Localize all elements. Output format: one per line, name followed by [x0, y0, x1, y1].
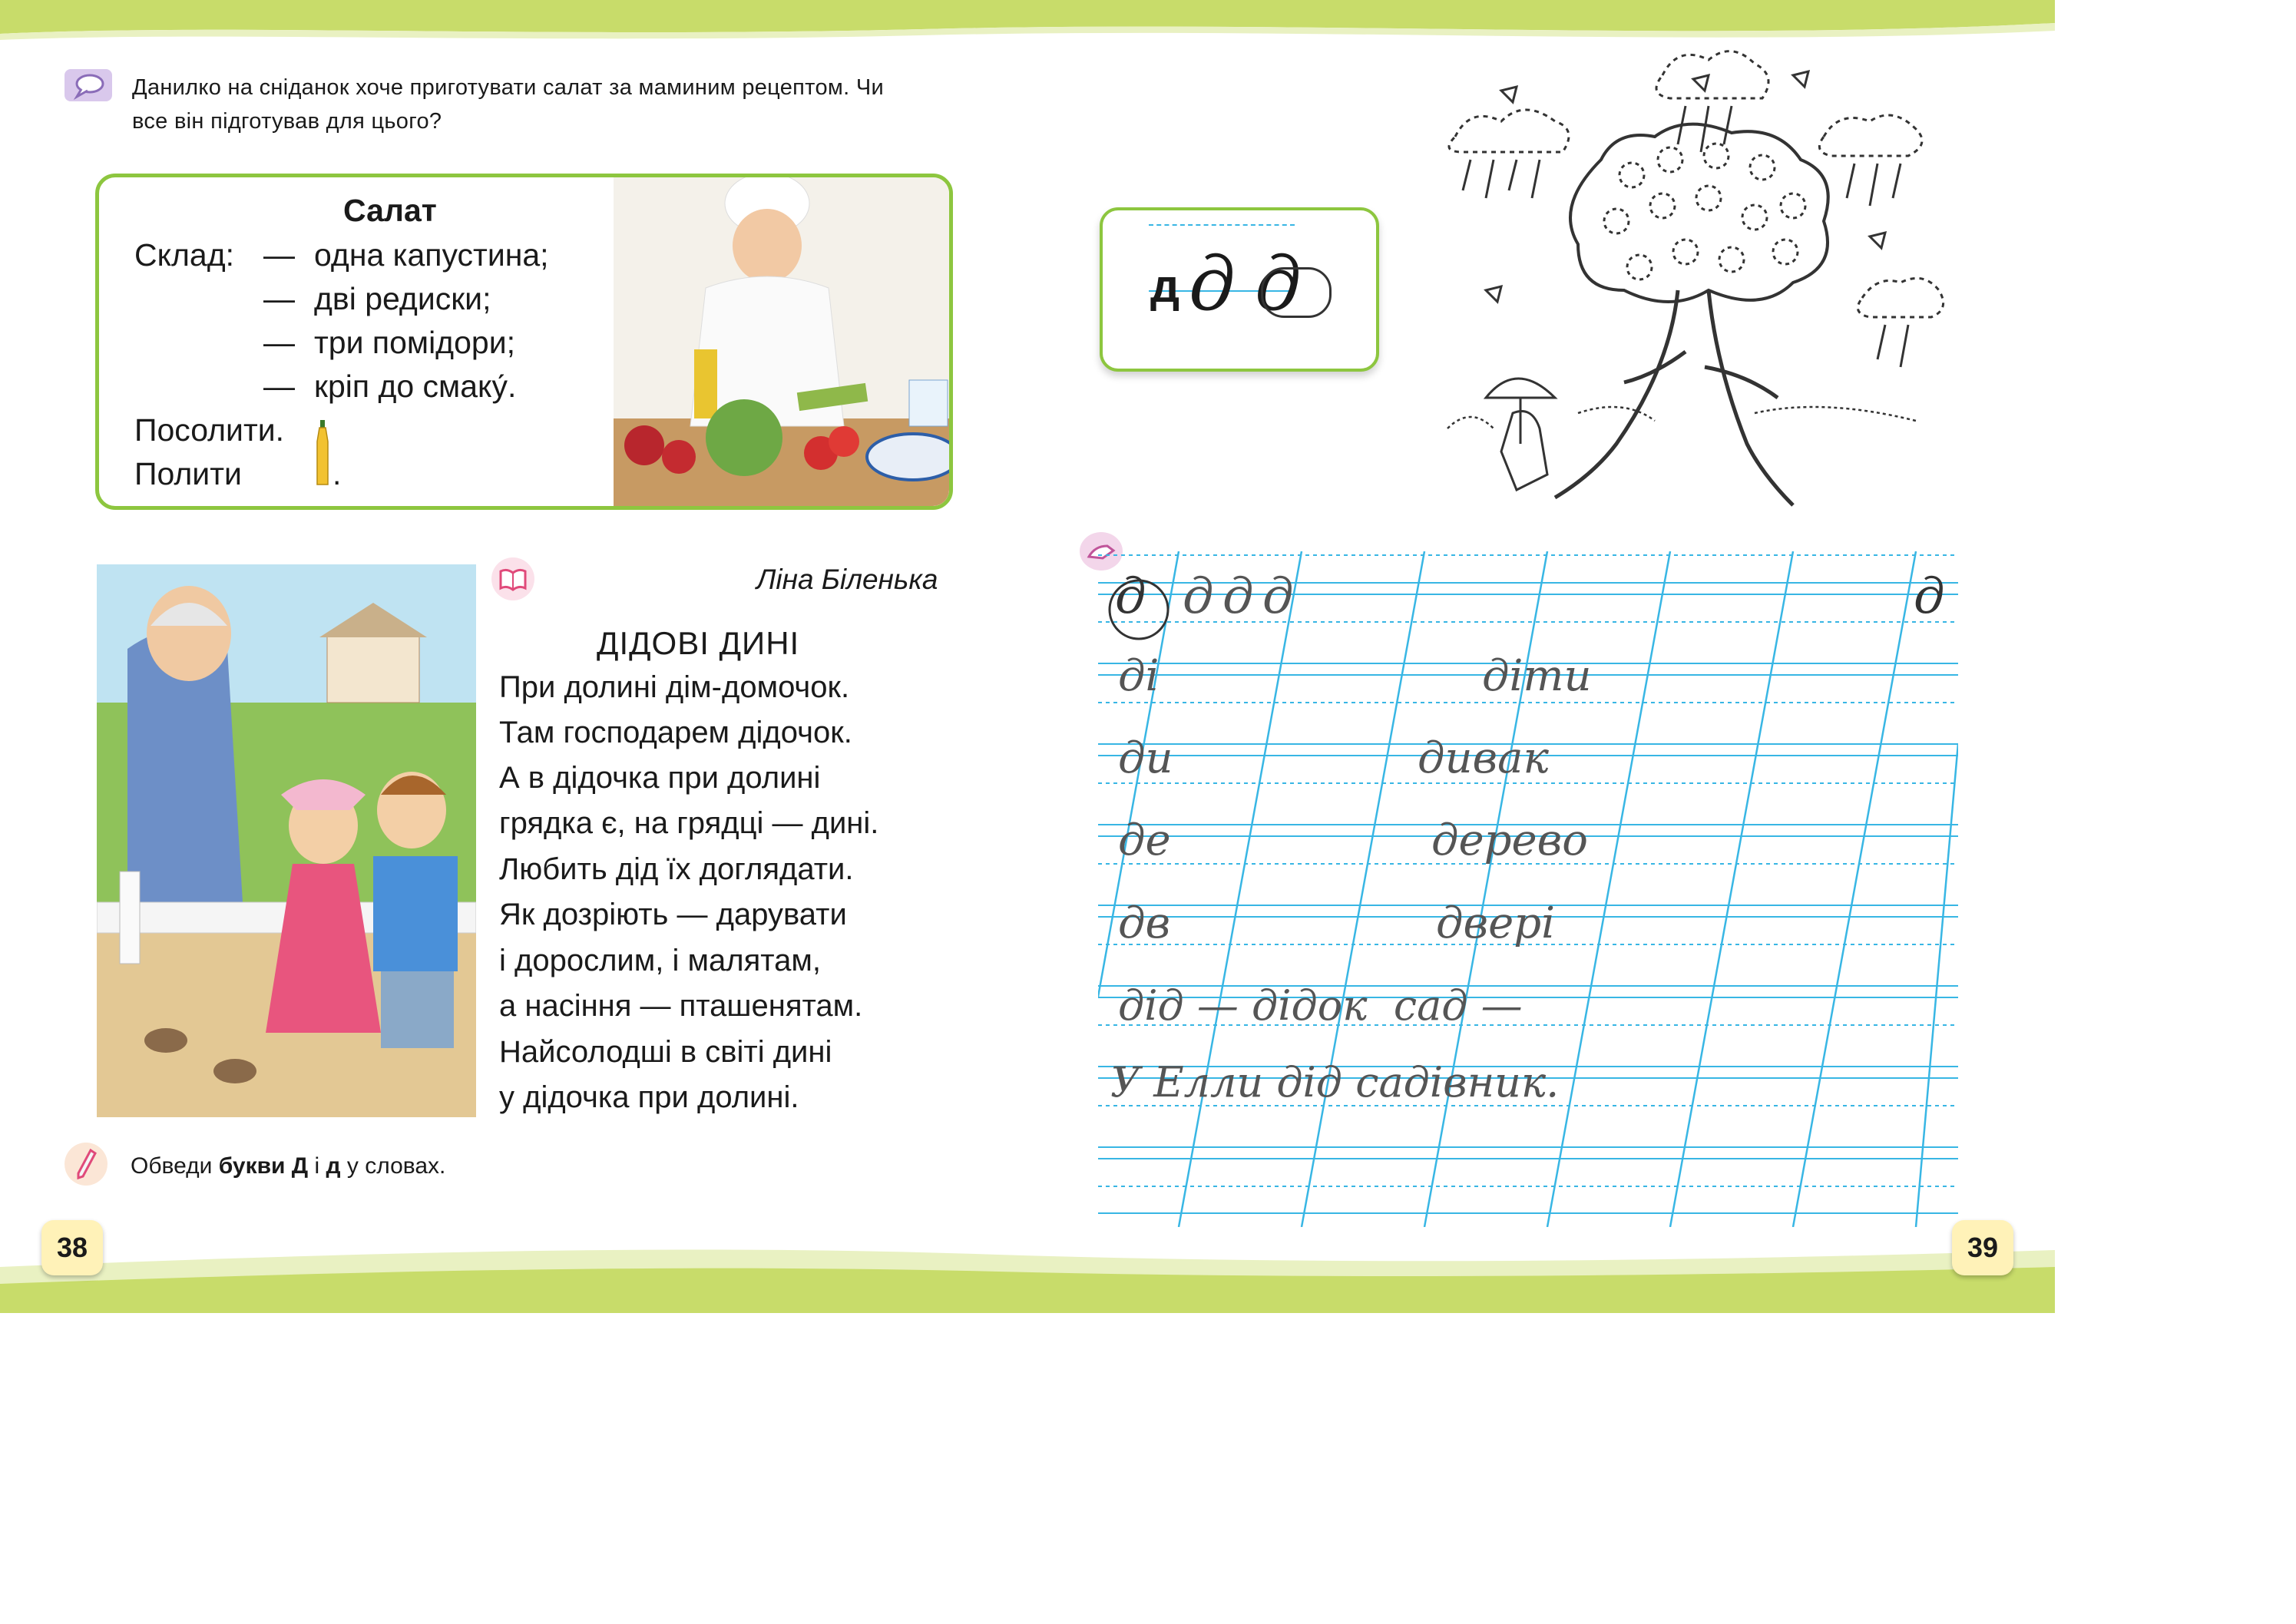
- chef-boy-illustration: [614, 174, 953, 510]
- recipe-title: Салат: [343, 193, 437, 228]
- recipe-pour-end: .: [332, 456, 342, 491]
- recipe-card: [95, 174, 953, 510]
- recipe-pour: Полити: [134, 456, 242, 491]
- poem-line: Любить дід їх доглядати.: [499, 852, 854, 886]
- grandfather-children-illustration: [97, 564, 476, 1117]
- poem-line: Там господарем дідочок.: [499, 716, 852, 749]
- recipe-dash: —: [263, 237, 295, 273]
- task-text-mid: і: [308, 1153, 326, 1179]
- writing-trace-letter: д: [1183, 568, 1214, 625]
- writing-row-start: де: [1118, 815, 1171, 865]
- poem-line: у дідочка при долині.: [499, 1080, 799, 1114]
- task-instruction: [131, 1153, 445, 1179]
- poem-author: Ліна Біленька: [756, 564, 938, 595]
- recipe-dash: —: [263, 325, 295, 360]
- writing-row-start: ді: [1118, 651, 1160, 701]
- poem-line: грядка є, на грядці — дині.: [499, 806, 879, 840]
- poem-title: ДІДОВІ ДИНІ: [597, 625, 800, 661]
- oil-bottle-icon: [316, 418, 329, 488]
- poem-line: і дорослим, і малятам,: [499, 944, 821, 977]
- writing-row-word: двері: [1436, 898, 1555, 948]
- writing-row-word: дерево: [1431, 815, 1588, 865]
- page-number-right: 39: [1952, 1220, 2013, 1275]
- writing-row-phrase: дід — дідок сад —: [1118, 981, 1523, 1030]
- recipe-item: три помідори;: [314, 325, 515, 360]
- recipe-item: дві редиски;: [314, 281, 491, 316]
- writing-row-sentence: У Елли дід садівник.: [1110, 1058, 1560, 1106]
- cursive-letter: д: [1189, 241, 1236, 327]
- page-number-left: 38: [41, 1220, 103, 1275]
- poem-line: а насіння — пташенятам.: [499, 989, 863, 1023]
- poem-line: А в дідочка при долині: [499, 761, 821, 795]
- poem-line: Найсолодші в світі дині: [499, 1035, 832, 1069]
- letter-card: [1100, 207, 1379, 372]
- recipe-salt: Посолити.: [134, 412, 285, 448]
- bottom-band: [0, 1236, 2055, 1313]
- open-book-icon: [491, 557, 534, 600]
- question-line-2: все він підготував для цього?: [132, 109, 442, 134]
- writing-row-start: ди: [1118, 733, 1173, 783]
- writing-sample-letter: д: [1115, 568, 1146, 625]
- poem-line: При долині дім-домочок.: [499, 670, 850, 704]
- question-text: [132, 71, 961, 138]
- writing-trace-letter: д: [1222, 568, 1254, 625]
- question-line-1: Данилко на сніданок хоче приготувати салат за маминим рецептом. Чи: [132, 75, 884, 100]
- pen-icon: [65, 1143, 108, 1186]
- recipe-item: одна капустина;: [314, 237, 549, 273]
- speech-bubble-icon: [65, 69, 112, 101]
- task-text-after: у словах.: [340, 1153, 446, 1179]
- recipe-composition-label: Склад:: [134, 237, 235, 273]
- print-letter: д: [1150, 260, 1180, 312]
- recipe-dash: —: [263, 369, 295, 404]
- top-band: [0, 0, 2055, 46]
- writing-row-end-letter: д: [1914, 568, 1945, 625]
- writing-row-start: дв: [1118, 898, 1171, 948]
- letter-circle: [1261, 267, 1332, 318]
- poem-line: Як дозріють — дарувати: [499, 898, 847, 931]
- task-bold-letter: д: [326, 1153, 341, 1179]
- task-text-before: Обведи: [131, 1153, 219, 1179]
- card-guide-line: [1149, 224, 1295, 226]
- writing-row-word: дивак: [1418, 733, 1549, 783]
- cursive-letter-boxed: д: [1255, 241, 1302, 327]
- recipe-dash: —: [263, 281, 295, 316]
- writing-trace-letter: д: [1262, 568, 1294, 625]
- recipe-item: кріп до смаку́.: [314, 369, 517, 404]
- writing-row-word: діти: [1482, 651, 1592, 701]
- tree-coloring-illustration: [1424, 45, 1962, 533]
- task-bold-letters: букви Д: [218, 1153, 309, 1179]
